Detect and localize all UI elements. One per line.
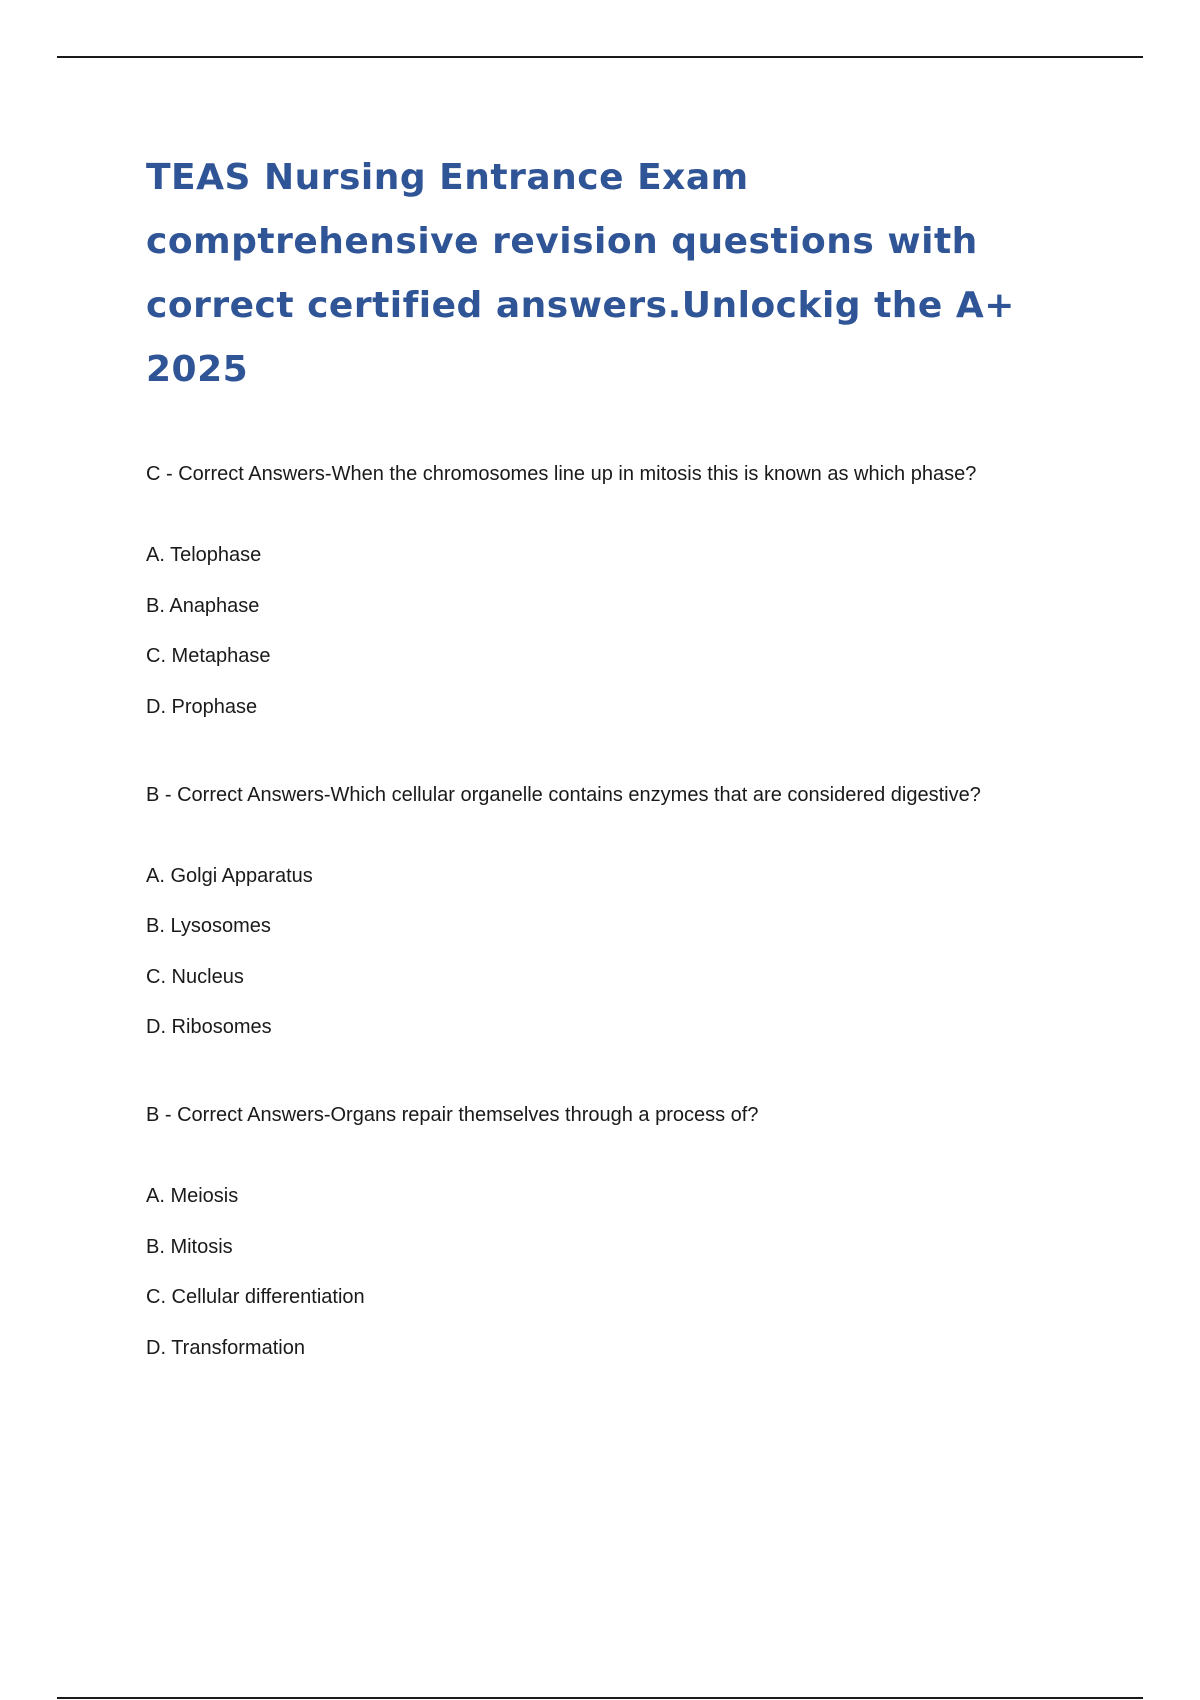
top-rule: [57, 56, 1143, 58]
answer-option: C. Cellular differentiation: [146, 1286, 365, 1308]
question-text: B - Correct Answers-Organs repair themselves through a process of?: [146, 1104, 759, 1126]
answer-option: C. Metaphase: [146, 645, 271, 667]
answer-option: D. Prophase: [146, 695, 258, 718]
answer-options: [146, 536, 1106, 726]
question-block: [146, 1096, 1106, 1367]
answer-option: D. Transformation: [146, 1336, 305, 1359]
question-block: [146, 776, 1106, 1047]
answer-option: A. Meiosis: [146, 1185, 239, 1207]
document-title: TEAS Nursing Entrance Exam comptrehensive revision questions with correct certified answers.Unlockig the A+ 2025: [146, 157, 1015, 390]
question-text: C - Correct Answers-When the chromosomes line up in mitosis this is known as which phase?: [146, 463, 977, 485]
answer-options: [146, 857, 1106, 1047]
answer-option: A. Golgi Apparatus: [146, 864, 313, 887]
question-list: [146, 455, 1106, 1367]
answer-option: B. Mitosis: [146, 1235, 233, 1258]
answer-option: B. Lysosomes: [146, 915, 271, 937]
answer-options: [146, 1177, 1106, 1367]
answer-option: D. Ribosomes: [146, 1016, 272, 1038]
bottom-rule: [57, 1697, 1143, 1699]
answer-option: B. Anaphase: [146, 594, 260, 617]
answer-option: A. Telophase: [146, 544, 262, 566]
question-text: B - Correct Answers-Which cellular organelle contains enzymes that are considered digestive?: [146, 783, 981, 806]
answer-option: C. Nucleus: [146, 965, 244, 988]
question-block: [146, 455, 1106, 726]
